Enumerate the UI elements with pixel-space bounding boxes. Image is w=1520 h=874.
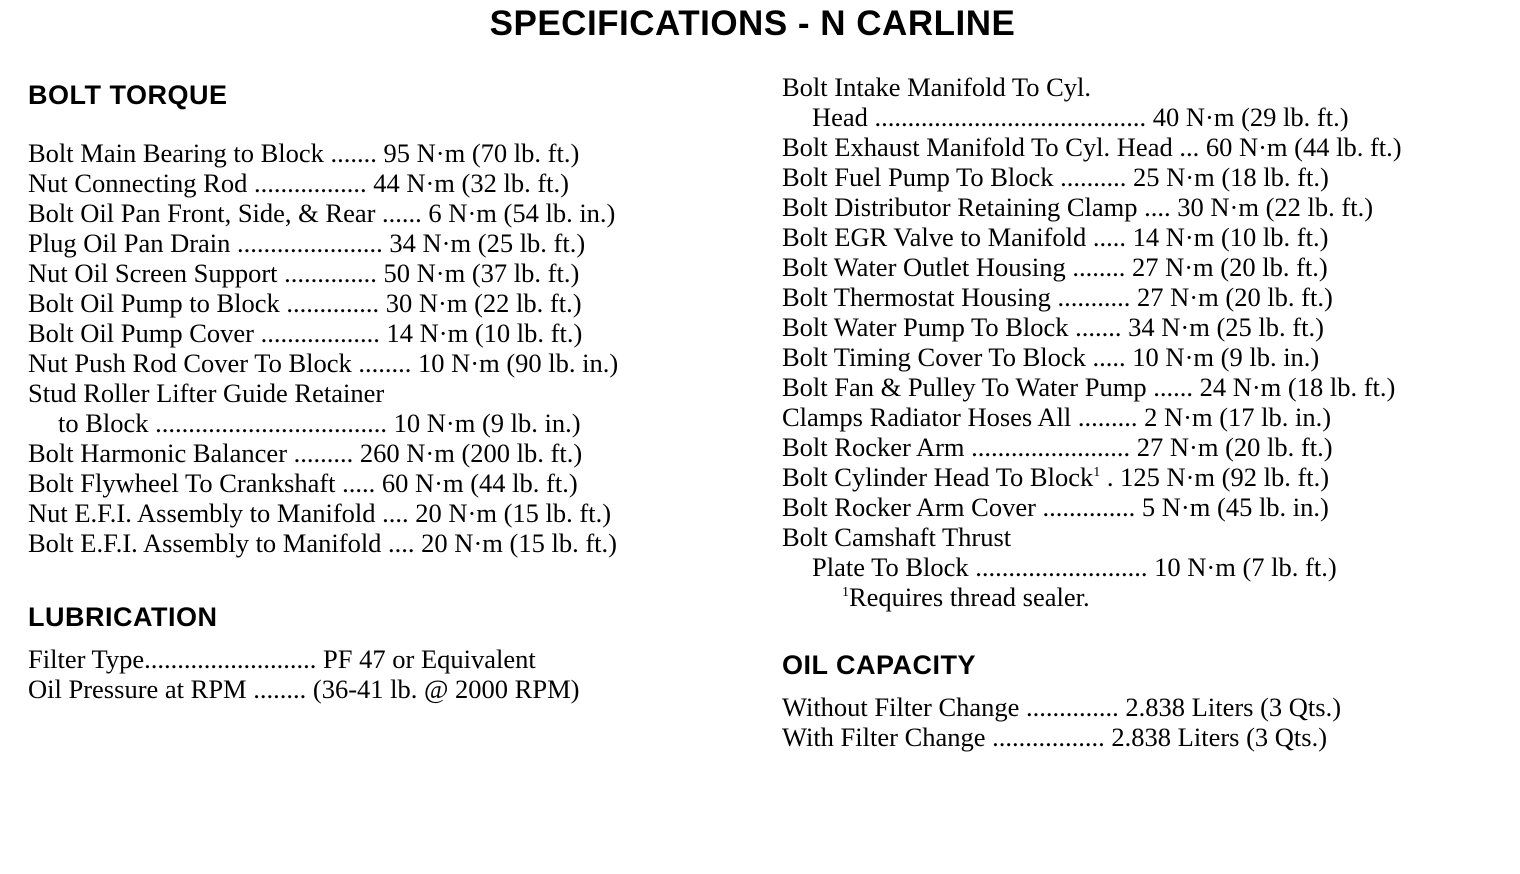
spec-row: Nut Push Rod Cover To Block ........ 10 N·m (90 lb. in.) bbox=[28, 348, 619, 378]
spec-row: Bolt Flywheel To Crankshaft ..... 60 N·m (44 lb. ft.) bbox=[28, 468, 578, 498]
spec-row-sub: to Block ................................... 10 N·m (9 lb. in.) bbox=[58, 408, 581, 438]
lubrication-list bbox=[28, 644, 728, 704]
footnote-marker: 1 bbox=[1093, 465, 1101, 481]
spec-row-label: Stud Roller Lifter Guide Retainer bbox=[28, 378, 385, 408]
spec-row: Bolt Water Pump To Block ....... 34 N·m (25 lb. ft.) bbox=[782, 312, 1324, 342]
bolt-torque-heading: BOLT TORQUE bbox=[28, 80, 228, 110]
spec-row: Bolt Thermostat Housing ........... 27 N·m (20 lb. ft.) bbox=[782, 282, 1333, 312]
spec-row: Bolt Water Outlet Housing ........ 27 N·m (20 lb. ft.) bbox=[782, 252, 1328, 282]
spec-row-label: Bolt Intake Manifold To Cyl. bbox=[782, 72, 1092, 102]
spec-row: Bolt Fan & Pulley To Water Pump ...... 24 N·m (18 lb. ft.) bbox=[782, 372, 1396, 402]
spec-row: Bolt E.F.I. Assembly to Manifold .... 20 N·m (15 lb. ft.) bbox=[28, 528, 617, 558]
right-column bbox=[782, 72, 1487, 752]
bolt-torque-list-left bbox=[28, 138, 728, 558]
spec-row: Clamps Radiator Hoses All ......... 2 N·m (17 lb. in.) bbox=[782, 402, 1332, 432]
spec-row: Bolt Rocker Arm Cover .............. 5 N·m (45 lb. in.) bbox=[782, 492, 1329, 522]
oil-capacity-list bbox=[782, 692, 1487, 752]
spec-row: Bolt Timing Cover To Block ..... 10 N·m (9 lb. in.) bbox=[782, 342, 1320, 372]
spec-row: Bolt Exhaust Manifold To Cyl. Head ... 60 N·m (44 lb. ft.) bbox=[782, 132, 1402, 162]
spec-row: Bolt Rocker Arm ........................ 27 N·m (20 lb. ft.) bbox=[782, 432, 1333, 462]
spec-row-sub: Head ......................................... 40 N·m (29 lb. ft.) bbox=[812, 102, 1349, 132]
spec-row: Bolt EGR Valve to Manifold ..... 14 N·m (10 lb. ft.) bbox=[782, 222, 1329, 252]
lubrication-heading: LUBRICATION bbox=[28, 602, 218, 632]
spec-row: Oil Pressure at RPM ........ (36-41 lb. @ 2000 RPM) bbox=[28, 674, 580, 704]
spec-row: Plug Oil Pan Drain ...................... 34 N·m (25 lb. ft.) bbox=[28, 228, 586, 258]
spec-row: Filter Type.......................... PF 47 or Equivalent bbox=[28, 644, 536, 674]
spec-row: Bolt Oil Pump Cover .................. 14 N·m (10 lb. ft.) bbox=[28, 318, 583, 348]
page-title: SPECIFICATIONS - N CARLINE bbox=[489, 4, 1016, 43]
spec-row-label: Bolt Cylinder Head To Block bbox=[782, 462, 1094, 492]
spec-row: Nut E.F.I. Assembly to Manifold .... 20 N·m (15 lb. ft.) bbox=[28, 498, 612, 528]
spec-row-sub: Plate To Block .......................... 10 N·m (7 lb. ft.) bbox=[812, 552, 1337, 582]
spec-row: Bolt Distributor Retaining Clamp .... 30 N·m (22 lb. ft.) bbox=[782, 192, 1374, 222]
spec-row: Nut Connecting Rod ................. 44 N·m (32 lb. ft.) bbox=[28, 168, 569, 198]
spec-row: Bolt Fuel Pump To Block .......... 25 N·m (18 lb. ft.) bbox=[782, 162, 1329, 192]
footnote-marker: 1 bbox=[842, 585, 849, 601]
spec-row: Bolt Main Bearing to Block ....... 95 N·m (70 lb. ft.) bbox=[28, 138, 580, 168]
spec-row: Bolt Harmonic Balancer ......... 260 N·m (200 lb. ft.) bbox=[28, 438, 583, 468]
oil-capacity-heading: OIL CAPACITY bbox=[782, 650, 977, 680]
spec-row: Bolt Oil Pan Front, Side, & Rear ...... 6 N·m (54 lb. in.) bbox=[28, 198, 616, 228]
spec-row-label: Bolt Camshaft Thrust bbox=[782, 522, 1012, 552]
footnote bbox=[782, 582, 1487, 612]
spec-row: Bolt Oil Pump to Block .............. 30 N·m (22 lb. ft.) bbox=[28, 288, 582, 318]
footnote-text: Requires thread sealer. bbox=[849, 582, 1090, 612]
spec-row: With Filter Change ................. 2.838 Liters (3 Qts.) bbox=[782, 722, 1328, 752]
spec-row: Without Filter Change .............. 2.838 Liters (3 Qts.) bbox=[782, 692, 1342, 722]
left-column bbox=[28, 78, 728, 704]
spec-row: Nut Oil Screen Support .............. 50 N·m (37 lb. ft.) bbox=[28, 258, 580, 288]
spec-row-value: . 125 N·m (92 lb. ft.) bbox=[1100, 462, 1330, 492]
bolt-torque-list-right bbox=[782, 72, 1487, 612]
spec-row-cylinder-head bbox=[782, 462, 1487, 492]
